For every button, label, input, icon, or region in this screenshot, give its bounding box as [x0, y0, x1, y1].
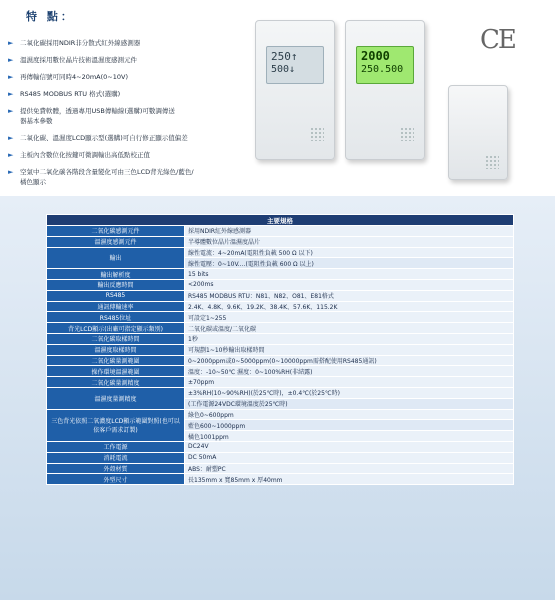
- table-row: [47, 236, 514, 247]
- spec-value: 可規劃1~10秒輸出取樣時間: [185, 344, 514, 355]
- table-row: [47, 301, 514, 312]
- spec-key: 外殼材質: [47, 463, 185, 474]
- table-row: [47, 312, 514, 323]
- table-row: [47, 463, 514, 474]
- spec-value: ABS：耐塑PC: [185, 463, 514, 474]
- feature-item: [8, 133, 278, 143]
- table-row: [47, 247, 514, 258]
- spec-key: RS485: [47, 290, 185, 301]
- spec-value: ±3%RH(10~90%RH)(於25℃時)，±0.4℃(於25℃時): [185, 387, 514, 398]
- triangle-bullet-icon: ►: [8, 107, 14, 115]
- table-row: [47, 269, 514, 280]
- spec-value: 0~2000ppm或0~5000ppm(0~10000ppm需搭配使用RS485通訊): [185, 355, 514, 366]
- table-row: [47, 344, 514, 355]
- lcd-display: [356, 46, 414, 84]
- spec-value: 橘色1001ppm: [185, 431, 514, 442]
- spec-key: 二氧化碳量測精度: [47, 377, 185, 388]
- triangle-bullet-icon: ►: [8, 134, 14, 142]
- feature-text: 溫濕度採用數位晶片技術溫濕度感測元件: [20, 56, 137, 64]
- feature-text: 提供免費軟體，透過專用USB傳輸線(選購)可數調傳送器基本參數: [20, 107, 175, 125]
- feature-item: [8, 89, 278, 99]
- spec-key: 輸出反應時間: [47, 279, 185, 290]
- spec-key: 操作環境溫濕範圍: [47, 366, 185, 377]
- feature-text: RS485 MODBUS RTU 格式(選購): [20, 90, 121, 98]
- spec-key: 輸出解析度: [47, 269, 185, 280]
- feature-item: [8, 106, 278, 126]
- triangle-bullet-icon: ►: [8, 39, 14, 47]
- feature-text: 空氣中二氧化碳各階段含量變化可由三色LCD背光綠色/藍色/橘色顯示: [20, 168, 194, 186]
- triangle-bullet-icon: ►: [8, 168, 14, 176]
- feature-item: [8, 150, 278, 160]
- spec-value: 2.4K、4.8K、9.6K、19.2K、38.4K、57.6K、115.2K: [185, 301, 514, 312]
- spec-value: (工作電源24VDC環境溫度於25℃時): [185, 398, 514, 409]
- spec-key: 輸出: [47, 247, 185, 269]
- triangle-bullet-icon: ►: [8, 90, 14, 98]
- spec-key: 二氧化碳感測元件: [47, 226, 185, 237]
- lcd-line-2: 250.500: [361, 64, 404, 75]
- spec-value: 可設定1~255: [185, 312, 514, 323]
- table-row: [47, 226, 514, 237]
- feature-text: 主板內含數位化按鍵可微調輸出高低點校正值: [20, 151, 150, 159]
- spec-value: 長135mm x 寬85mm x 厚40mm: [185, 474, 514, 485]
- table-row: [47, 355, 514, 366]
- table-row: [47, 290, 514, 301]
- spec-key: 溫濕度感測元件: [47, 236, 185, 247]
- feature-text: 二氧化碳採用NDIR非分散式紅外線感測器: [20, 39, 141, 47]
- spec-key: 通訊傳輸速率: [47, 301, 185, 312]
- device-image-no-display: [448, 85, 508, 180]
- table-row: [47, 279, 514, 290]
- feature-list: [8, 38, 278, 187]
- table-row: [47, 474, 514, 485]
- spec-value: 綠色0~600ppm: [185, 409, 514, 420]
- vent-holes-icon: [400, 127, 414, 141]
- spec-table: [46, 214, 514, 485]
- spec-value: DC24V: [185, 441, 514, 452]
- device-image-grey-lcd: [255, 20, 335, 160]
- lcd-line-1: 2000: [361, 49, 390, 63]
- spec-value: 二氧化碳或溫度/二氧化碳: [185, 323, 514, 334]
- spec-value: 線性電流：4~20mA(電阻性負載 500 Ω 以下): [185, 247, 514, 258]
- spec-key: 二氧化碳量測範圍: [47, 355, 185, 366]
- table-row: [47, 377, 514, 388]
- spec-key: 外型尺寸: [47, 474, 185, 485]
- spec-key: 背光LCD顯示(出廠可指定顯示類別): [47, 323, 185, 334]
- spec-value: 溫度：-10~50℃ 濕度：0~100%RH(非結露): [185, 366, 514, 377]
- spec-value: ±70ppm: [185, 377, 514, 388]
- feature-item: [8, 38, 278, 48]
- features-title: 特 點：: [26, 10, 75, 23]
- spec-table-header: 主要規格: [47, 215, 514, 226]
- lcd-line-2: 500↓: [271, 64, 296, 75]
- spec-key: 二氧化碳取樣時間: [47, 333, 185, 344]
- feature-text: 二氧化碳、溫濕度LCD顯示型(選購)可自行修正顯示值偏差: [20, 134, 188, 142]
- spec-value: 1秒: [185, 333, 514, 344]
- spec-key: 三色背光依照二氧濃度LCD顯示範圍對照(也可以依客戶需求訂製): [47, 409, 185, 441]
- table-row: [47, 323, 514, 334]
- table-row: [47, 452, 514, 463]
- table-row: [47, 409, 514, 420]
- table-row: [47, 387, 514, 398]
- spec-key: 溫濕度量測精度: [47, 387, 185, 409]
- spec-value: 線性電壓：0~10V....(電阻性負載 600 Ω 以上): [185, 258, 514, 269]
- spec-key: 溫濕度取樣時間: [47, 344, 185, 355]
- spec-value: RS485 MODBUS RTU：N81、N82、O81、E81格式: [185, 290, 514, 301]
- features-section: [8, 8, 278, 194]
- spec-value: DC 50mA: [185, 452, 514, 463]
- spec-key: 工作電源: [47, 441, 185, 452]
- spec-value: 半導體數位晶片溫濕度晶片: [185, 236, 514, 247]
- triangle-bullet-icon: ►: [8, 151, 14, 159]
- lcd-line-1: 250↑: [271, 50, 298, 63]
- feature-item: [8, 55, 278, 65]
- device-image-green-lcd: [345, 20, 425, 160]
- spec-key: 消耗電流: [47, 452, 185, 463]
- lcd-display: [266, 46, 324, 84]
- spec-value: 藍色600~1000ppm: [185, 420, 514, 431]
- spec-value: 採用NDIR紅外線感測器: [185, 226, 514, 237]
- table-row: [47, 441, 514, 452]
- triangle-bullet-icon: ►: [8, 56, 14, 64]
- spec-key: RS485位址: [47, 312, 185, 323]
- feature-text: 再傳輸信號可同時4~20mA(0~10V): [20, 73, 129, 81]
- vent-holes-icon: [310, 127, 324, 141]
- spec-value: 15 bits: [185, 269, 514, 280]
- table-row: [47, 333, 514, 344]
- table-row: [47, 366, 514, 377]
- vent-holes-icon: [485, 155, 499, 169]
- ce-mark-icon: CE: [480, 25, 515, 55]
- feature-item: [8, 167, 278, 187]
- spec-value: <200ms: [185, 279, 514, 290]
- feature-item: [8, 72, 278, 82]
- triangle-bullet-icon: ►: [8, 73, 14, 81]
